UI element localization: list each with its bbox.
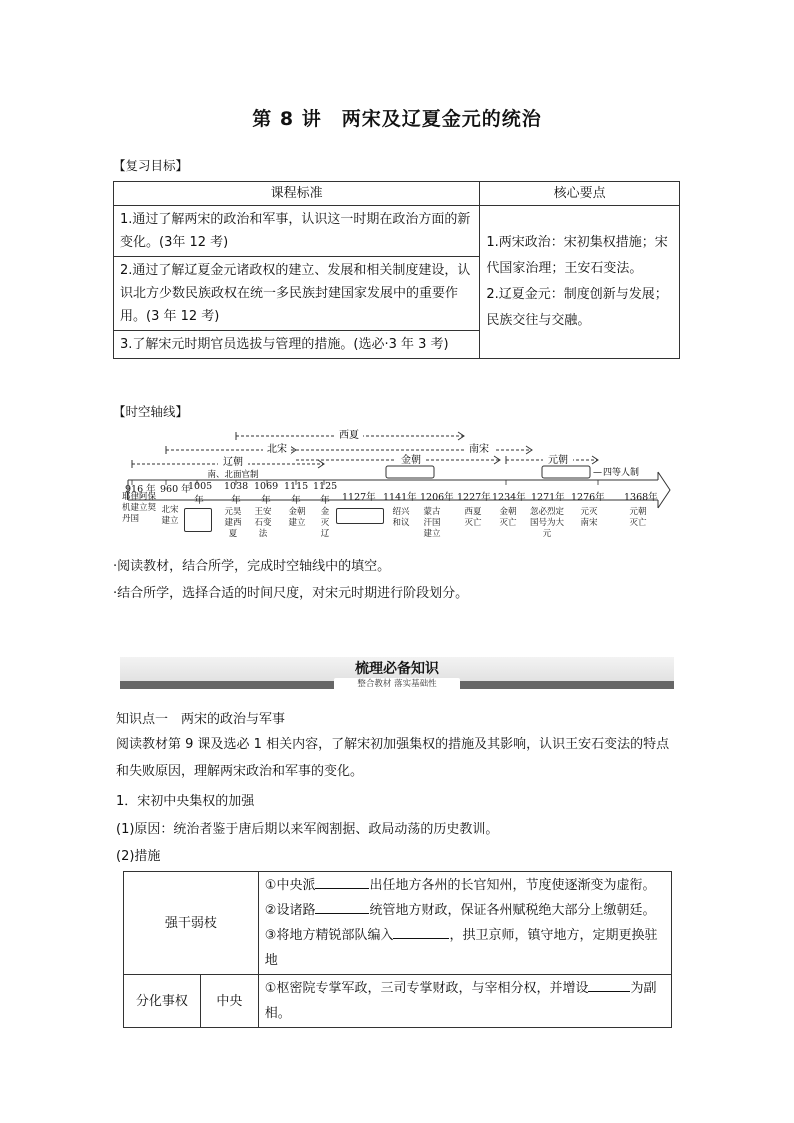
fill-blank-3[interactable] bbox=[393, 923, 449, 939]
knowledge-item-1: 1．宋初中央集权的加强 bbox=[116, 794, 255, 809]
tick-event-960: 北宋建立 bbox=[161, 505, 179, 526]
tick-event-1271: 忽必烈定国号为大元 bbox=[530, 507, 565, 539]
fill-blank-2[interactable] bbox=[315, 898, 369, 914]
tick-event-1125: 金灭辽 bbox=[320, 507, 330, 539]
page-title: 第 8 讲 两宋及辽夏金元的统治 bbox=[252, 108, 542, 130]
span-beisong bbox=[166, 442, 296, 455]
review-goals-table bbox=[113, 181, 680, 359]
tick-year-1227: 1227年 bbox=[457, 492, 491, 503]
measure-item-2: ②设诸路 统管地方财政，保证各州赋税绝大部分上缴朝廷。 bbox=[265, 898, 665, 923]
timeline-instruction-1: ·阅读教材，结合所学，完成时空轴线中的填空。 bbox=[113, 559, 391, 574]
core-point-1: 1.两宋政治：宋初集权措施；宋代国家治理；王安石变法。 bbox=[486, 235, 668, 276]
tick-year-1127: 1127年 bbox=[342, 492, 376, 503]
tick-year-1038: 1038 年 bbox=[224, 481, 249, 506]
timeline-heading: 【时空轴线】 bbox=[113, 404, 189, 419]
timeline-blank-jin bbox=[386, 466, 434, 478]
knowledge-intro: 阅读教材第 9 课及选必 1 相关内容，了解宋初加强集权的措施及其影响，认识王安石变法的特点和失败原因，理解两宋政治和军事的变化。 bbox=[116, 737, 670, 779]
col-standard-header: 课程标准 bbox=[114, 182, 480, 206]
measure-item-1: ①中央派 出任地方各州的长官知州，节度使逐渐变为虚衔。 bbox=[265, 873, 665, 898]
span-jin bbox=[296, 453, 500, 478]
tick-year-1271: 1271年 bbox=[531, 492, 565, 503]
fill-blank-1[interactable] bbox=[315, 873, 369, 889]
review-goals-heading: 【复习目标】 bbox=[113, 158, 189, 173]
standard-3: 3.了解宋元时期官员选拔与管理的措施。(选必·3 年 3 考) bbox=[114, 331, 480, 359]
timeline-blank-1005 bbox=[184, 508, 212, 532]
banner-title: 梳理必备知识 bbox=[355, 661, 439, 677]
span-liao-sublabel: 南、北面官制 bbox=[207, 470, 259, 480]
row1-label: 强干弱枝 bbox=[124, 872, 259, 975]
tick-year-1069: 1069 年 bbox=[254, 481, 279, 506]
banner-subtitle: 整合教材 落实基础性 bbox=[334, 678, 460, 691]
span-liao bbox=[132, 455, 324, 480]
measures-table bbox=[123, 871, 672, 1028]
tick-event-1141: 绍兴和议 bbox=[392, 507, 410, 528]
tick-year-1141: 1141年 bbox=[383, 492, 417, 503]
fill-blank-4[interactable] bbox=[588, 976, 630, 992]
tick-event-916: 耶律阿保机建立契丹国 bbox=[122, 492, 157, 524]
section-banner bbox=[120, 657, 674, 691]
tick-year-1125: 1125 年 bbox=[313, 481, 338, 506]
knowledge-point-heading: 知识点一 两宋的政治与军事 bbox=[116, 712, 286, 727]
row2-label: 分化事权 bbox=[124, 975, 201, 1028]
tick-event-1115: 金朝建立 bbox=[288, 507, 306, 528]
tick-year-1276: 1276年 bbox=[571, 492, 605, 503]
span-yuan-label: 元朝 bbox=[548, 455, 568, 466]
span-beisong-label: 北宋 bbox=[267, 444, 287, 455]
span-liao-label: 辽朝 bbox=[223, 457, 243, 468]
core-point-2: 2.辽夏金元：制度创新与发展；民族交往与交融。 bbox=[486, 287, 668, 328]
tick-year-960: 960 年 bbox=[160, 484, 191, 495]
core-points-cell bbox=[480, 206, 680, 359]
tick-event-1234: 金朝灭亡 bbox=[499, 507, 517, 528]
measure-item-3: ③将地方精锐部队编入 ，拱卫京师，镇守地方，定期更换驻地 bbox=[265, 923, 665, 973]
standard-1: 1.通过了解两宋的政治和军事，认识这一时期在政治方面的新变化。(3年 12 考) bbox=[114, 206, 480, 257]
span-yuan bbox=[506, 453, 639, 478]
tick-event-1069: 王安石变法 bbox=[254, 507, 272, 539]
tick-year-916: 916 年 bbox=[125, 484, 156, 495]
tick-year-1005: 1005 年 bbox=[188, 481, 213, 506]
tick-event-1227: 西夏灭亡 bbox=[464, 507, 482, 528]
timeline-blank-1127 bbox=[336, 508, 384, 524]
span-nansong-label: 南宋 bbox=[469, 444, 489, 455]
timeline-instruction-2: ·结合所学，选择合适的时间尺度，对宋元时期进行阶段划分。 bbox=[113, 586, 469, 601]
col-core-header: 核心要点 bbox=[480, 182, 680, 206]
standard-2: 2.通过了解辽夏金元诸政权的建立、发展和相关制度建设，认识北方少数民族政权在统一多民族封建国家发展中的重要作用。(3 年 12 考) bbox=[114, 257, 480, 331]
tick-year-1234: 1234年 bbox=[492, 492, 526, 503]
span-jin-label: 金朝 bbox=[401, 455, 421, 466]
row2-sub-label: 中央 bbox=[200, 975, 258, 1028]
knowledge-reason: (1)原因：统治者鉴于唐后期以来军阀割据、政局动荡的历史教训。 bbox=[116, 822, 499, 837]
knowledge-measures: (2)措施 bbox=[116, 849, 161, 864]
timeline-blank-yuan bbox=[542, 466, 590, 478]
span-yuan-sublabel: 四等人制 bbox=[603, 468, 640, 478]
tick-event-1368: 元朝灭亡 bbox=[629, 507, 647, 528]
span-xixia-label: 西夏 bbox=[339, 430, 359, 441]
tick-year-1206: 1206年 bbox=[420, 492, 454, 503]
span-xixia bbox=[236, 428, 464, 441]
row2-content: ①枢密院专掌军政，三司专掌财政，与宰相分权，并增设 为副相。 bbox=[258, 975, 671, 1028]
tick-event-1206: 蒙古汗国建立 bbox=[423, 507, 441, 539]
tick-year-1368: 1368年 bbox=[624, 492, 658, 503]
tick-year-1115: 1115 年 bbox=[284, 481, 309, 506]
row1-content bbox=[258, 872, 671, 975]
tick-event-1038: 元昊建西夏 bbox=[224, 507, 242, 539]
tick-event-1276: 元灭南宋 bbox=[580, 507, 598, 528]
span-yuan-dash: — bbox=[593, 468, 602, 478]
